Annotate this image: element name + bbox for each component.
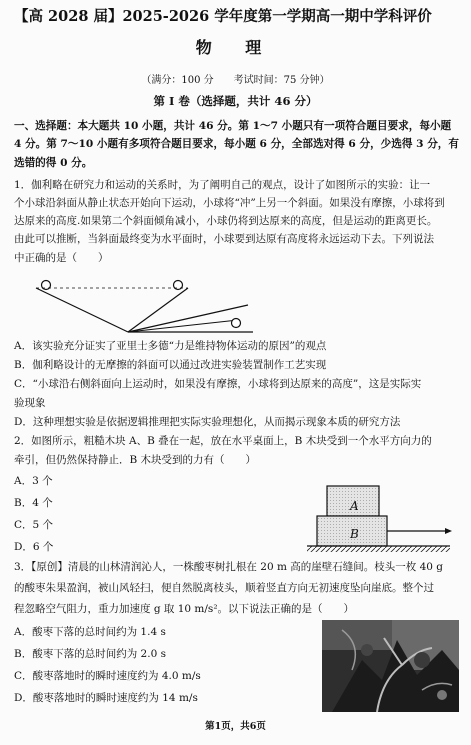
q3-line-2: 的酸枣朱果盈润，被山风轻扫，便自然脱离枝头，顺着竖直方向无初速度坠向崖底。整个过 [14, 582, 434, 594]
jujube-tree-photo [322, 620, 459, 712]
subject-title: 物 理 [195, 38, 276, 57]
q1-option-a: A．该实验充分证实了亚里士多德“力是维持物体运动的原因”的观点 [14, 340, 327, 352]
section-title: 第 I 卷（选择题，共计 46 分） [153, 94, 318, 108]
q1-option-b: B．伽利略设计的无摩擦的斜面可以通过改进实验装置制作工艺实现 [14, 359, 327, 371]
blocks-diagram [305, 478, 455, 560]
q2-option-c: C．5 个 [14, 519, 54, 531]
instruction-line-3: 选错的得 0 分。 [14, 157, 93, 169]
q1-line-1: 1．伽利略在研究力和运动的关系时，为了阐明自己的观点，设计了如图所示的实验：让一 [14, 179, 431, 191]
q3-option-d: D．酸枣落地时的瞬时速度约为 14 m/s [14, 692, 198, 704]
page-footer: 第1页，共6页 [205, 721, 266, 732]
block-b-label: B [350, 527, 359, 541]
q1-line-5: 中正确的是（ ） [14, 252, 109, 264]
q2-option-d: D．6 个 [14, 541, 54, 553]
q3-line-1: 3．【原创】清晨的山林清润沁人，一株酸枣树扎根在 20 m 高的崖壁石缝间。枝头一枚 40 g [14, 561, 444, 573]
q1-line-4: 由此可以推断，当斜面最终变为水平面时，小球要到达原有高度将永远运动下去。下列说法 [14, 233, 434, 245]
exam-title: 【高 2028 届】2025-2026 学年度第一学期高一期中学科评价 [14, 8, 432, 25]
q1-line-3: 达原来的高度.如果第二个斜面倾角减小，小球仍将到达原来的高度，但是运动的距离更长。 [14, 215, 438, 227]
instruction-line-2: 4 分。第 7～10 小题有多项符合题目要求，每小题 6 分，全部选对得 6 分，少选得 3 分，有 [14, 138, 459, 150]
incline-diagram [28, 270, 258, 342]
q3-option-c: C．酸枣落地时的瞬时速度约为 4.0 m/s [14, 670, 201, 682]
exam-info: （满分：100 分 考试时间：75 分钟） [141, 75, 330, 86]
q3-option-a: A．酸枣下落的总时间约为 1.4 s [14, 626, 166, 638]
q1-line-2: 个小球沿斜面从静止状态开始向下运动，小球将“冲”上另一个斜面。如果没有摩擦，小球将到 [14, 197, 445, 209]
q1-option-c: C．“小球沿右侧斜面向上运动时，如果没有摩擦，小球将到达原来的高度”，这是实际实 [14, 378, 422, 390]
q2-option-b: B．4 个 [14, 497, 53, 509]
q2-line-1: 2．如图所示，粗糙木块 A、B 叠在一起，放在水平桌面上，B 木块受到一个水平方向力的 [14, 435, 432, 447]
q2-line-2: 牵引，但仍然保持静止．B 木块受到的力有（ ） [14, 454, 257, 466]
q3-line-3: 程忽略空气阻力，重力加速度 g 取 10 m/s²。以下说法正确的是（ ） [14, 603, 355, 615]
q1-option-d: D．这种理想实验是依据逻辑推理把实际实验理想化，从而揭示现象本质的研究方法 [14, 416, 401, 428]
q2-option-a: A．3 个 [14, 475, 53, 487]
instruction-line-1: 一、选择题：本大题共 10 小题，共计 46 分。第 1～7 小题只有一项符合题目要求，每小题 [14, 120, 452, 132]
block-a-label: A [350, 499, 359, 513]
q1-option-c-cont: 验现象 [14, 397, 46, 409]
q3-option-b: B．酸枣下落的总时间约为 2.0 s [14, 648, 166, 660]
